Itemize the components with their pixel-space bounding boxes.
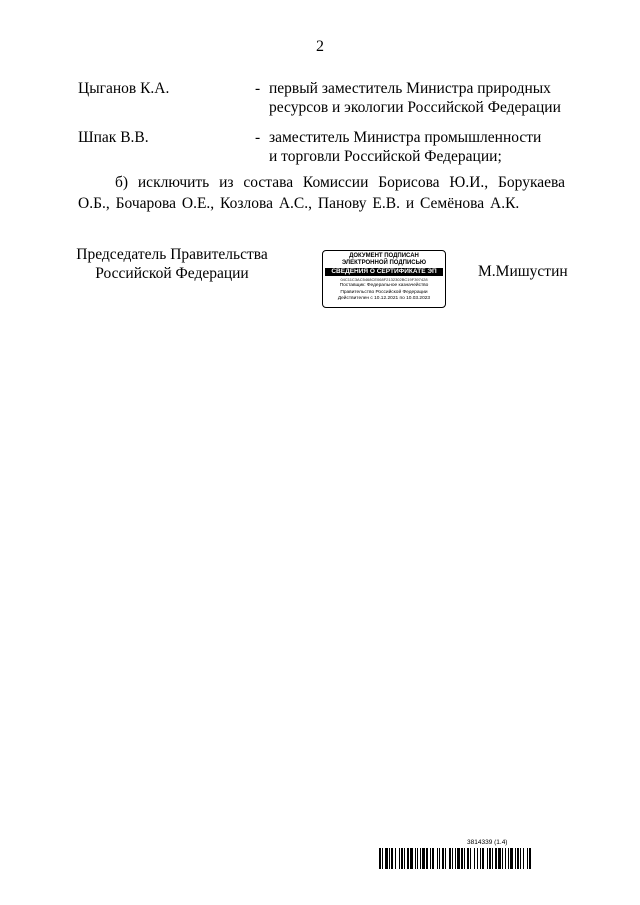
barcode-bar (391, 848, 393, 869)
barcode-bar (467, 848, 469, 869)
position-line: заместитель Министра промышленности (269, 129, 542, 146)
barcode-bar (445, 848, 446, 869)
barcode-bar (426, 848, 428, 869)
barcode-bar (492, 848, 493, 869)
barcode-bar (461, 848, 463, 869)
barcode-bar (464, 848, 465, 869)
barcode-bar (470, 848, 471, 869)
signatory-name: М.Мишустин (478, 263, 568, 280)
barcode-bar (389, 848, 390, 869)
barcode-bar (439, 848, 440, 869)
stamp-heading (323, 253, 445, 267)
barcode-bar (420, 848, 421, 869)
barcode-bar (422, 848, 425, 869)
document-id: 3814339 (1.4) (467, 839, 508, 846)
barcode-bar (382, 848, 383, 869)
certificate-serial: 04C11C3AC5468CE068F2132302BC19F397428 (340, 277, 428, 282)
barcode-bar (432, 848, 434, 869)
barcode-bar (508, 848, 509, 869)
position-line: ресурсов и экологии Российской Федерации (269, 99, 561, 116)
page-number: 2 (316, 38, 324, 55)
barcode-bar (379, 848, 381, 869)
signatory-title (72, 245, 272, 283)
barcode-bar (529, 848, 531, 869)
member-position (269, 79, 561, 117)
barcode-bar (487, 848, 488, 869)
barcode-bar (404, 848, 405, 869)
barcode-bar (482, 848, 484, 869)
member-name: Цыганов К.А. (78, 80, 170, 97)
barcode-bar (415, 848, 416, 869)
stamp-heading-line: ЭЛЕКТРОННОЙ ПОДПИСЬЮ (341, 260, 427, 266)
position-line: и торговли Российской Федерации; (269, 148, 502, 165)
stamp-banner: СВЕДЕНИЯ О СЕРТИФИКАТЕ ЭП (325, 268, 443, 276)
barcode-bar (437, 848, 438, 869)
barcode-bar (477, 848, 478, 869)
barcode-bar (520, 848, 521, 869)
barcode-bar (401, 848, 403, 869)
certificate-validity: Действителен с 10.12.2021 по 10.03.2023 (337, 296, 431, 301)
member-position (269, 128, 541, 166)
barcode-bar (442, 848, 444, 869)
barcode-bar (502, 848, 503, 869)
e-signature-stamp (322, 250, 446, 308)
barcode-bar (385, 848, 388, 869)
barcode-bar (527, 848, 528, 869)
barcode-bar (523, 848, 524, 869)
barcode-bar (517, 848, 519, 869)
signatory-title-line: Российской Федерации (95, 265, 249, 282)
signatory-title-line: Председатель Правительства (76, 246, 268, 263)
barcode-bar (489, 848, 491, 869)
barcode-bar (498, 848, 501, 869)
barcode-bar (495, 848, 497, 869)
barcode-bar (505, 848, 506, 869)
barcode-bar (395, 848, 396, 869)
barcode-bar (474, 848, 475, 869)
barcode-bar (407, 848, 409, 869)
barcode-bar (449, 848, 451, 869)
dash-separator: - (255, 129, 261, 146)
barcode-bar (510, 848, 513, 869)
barcode-bar (457, 848, 460, 869)
member-name: Шпак В.В. (78, 129, 149, 146)
barcode-bar (417, 848, 418, 869)
certificate-owner: Правительство Российской Федерации (340, 289, 428, 295)
position-line: первый заместитель Министра природных (269, 80, 551, 97)
barcode-bar (480, 848, 481, 869)
amendment-paragraph: б) исключить из состава Комиссии Борисова Ю.И., Борукаева О.Б., Бочарова О.Е., Козлова А.С., Панову Е.В. и Семёнова А.К. (78, 174, 565, 212)
certificate-issuer: Поставщик: Федеральное казначейство (339, 283, 429, 288)
barcode-bar (410, 848, 413, 869)
barcode-icon (378, 848, 589, 869)
barcode-bar (452, 848, 453, 869)
stamp-heading-line: ДОКУМЕНТ ПОДПИСАН (349, 253, 419, 259)
barcode-bar (430, 848, 431, 869)
dash-separator: - (255, 80, 261, 97)
barcode-bar (515, 848, 516, 869)
barcode-bar (399, 848, 400, 869)
barcode-bar (455, 848, 456, 869)
